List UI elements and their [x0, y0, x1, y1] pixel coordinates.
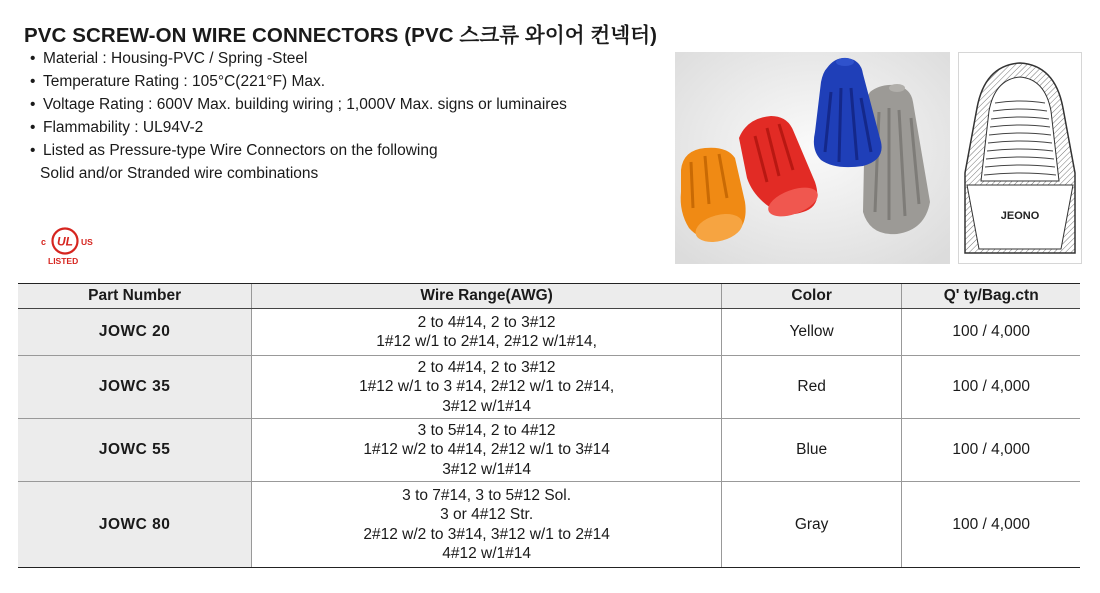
header-part-number: Part Number: [18, 284, 252, 309]
color-cell: Red: [721, 356, 901, 419]
color-cell: Blue: [721, 419, 901, 482]
part-number-cell: JOWC 35: [18, 356, 252, 419]
spec-item-continuation: Solid and/or Stranded wire combinations: [40, 165, 319, 182]
table-row: [18, 356, 1080, 419]
wire-range-cell: 3 to 5#14, 2 to 4#12 1#12 w/2 to 4#14, 2#12 w/1 to 3#14 3#12 w/1#14: [252, 419, 722, 482]
header-quantity: Q' ty/Bag.ctn: [902, 284, 1080, 309]
diagram-brand-label: JEONO: [1000, 210, 1040, 222]
ul-logo-c-text: c: [41, 237, 47, 247]
header-color: Color: [721, 284, 901, 309]
connector-photo-illustration: [675, 52, 950, 264]
table-row: [18, 419, 1080, 482]
quantity-cell: 100 / 4,000: [902, 309, 1080, 356]
part-number-cell: JOWC 80: [18, 482, 252, 568]
ul-logo-ul-text: UL: [57, 234, 73, 249]
ul-logo-us-text: US: [81, 237, 93, 247]
spec-table: [18, 283, 1080, 568]
part-number-cell: JOWC 55: [18, 419, 252, 482]
table-row: [18, 482, 1080, 568]
product-photo: [675, 52, 950, 264]
table-header-row: [18, 284, 1080, 309]
cross-section-drawing: [959, 53, 1081, 263]
quantity-cell: 100 / 4,000: [902, 482, 1080, 568]
part-number-cell: JOWC 20: [18, 309, 252, 356]
ul-logo-listed-text: LISTED: [48, 256, 79, 266]
color-cell: Gray: [721, 482, 901, 568]
color-cell: Yellow: [721, 309, 901, 356]
ul-listed-logo: [37, 219, 103, 269]
wire-range-cell: 3 to 7#14, 3 to 5#12 Sol. 3 or 4#12 Str. 2#12 w/2 to 3#14, 3#12 w/1 to 2#14 4#12 w/1#14: [252, 482, 722, 568]
table-row: [18, 309, 1080, 356]
page-title: PVC SCREW-ON WIRE CONNECTORS (PVC 스크류 와이어 컨넥터): [24, 24, 658, 47]
spec-list: [30, 47, 567, 185]
spec-item: • Listed as Pressure-type Wire Connectors on the following: [30, 142, 438, 159]
connector-cross-section-diagram: [958, 52, 1082, 264]
header-wire-range: Wire Range(AWG): [252, 284, 722, 309]
spec-item: • Flammability : UL94V-2: [30, 119, 204, 136]
quantity-cell: 100 / 4,000: [902, 419, 1080, 482]
spec-item: • Temperature Rating : 105°C(221°F) Max.: [30, 73, 326, 90]
quantity-cell: 100 / 4,000: [902, 356, 1080, 419]
spec-item: • Material : Housing-PVC / Spring -Steel: [30, 50, 308, 67]
spec-item: • Voltage Rating : 600V Max. building wiring ; 1,000V Max. signs or luminaires: [30, 96, 567, 113]
wire-range-cell: 2 to 4#14, 2 to 3#12 1#12 w/1 to 3 #14, 2#12 w/1 to 2#14, 3#12 w/1#14: [252, 356, 722, 419]
wire-range-cell: 2 to 4#14, 2 to 3#12 1#12 w/1 to 2#14, 2#12 w/1#14,: [252, 309, 722, 356]
